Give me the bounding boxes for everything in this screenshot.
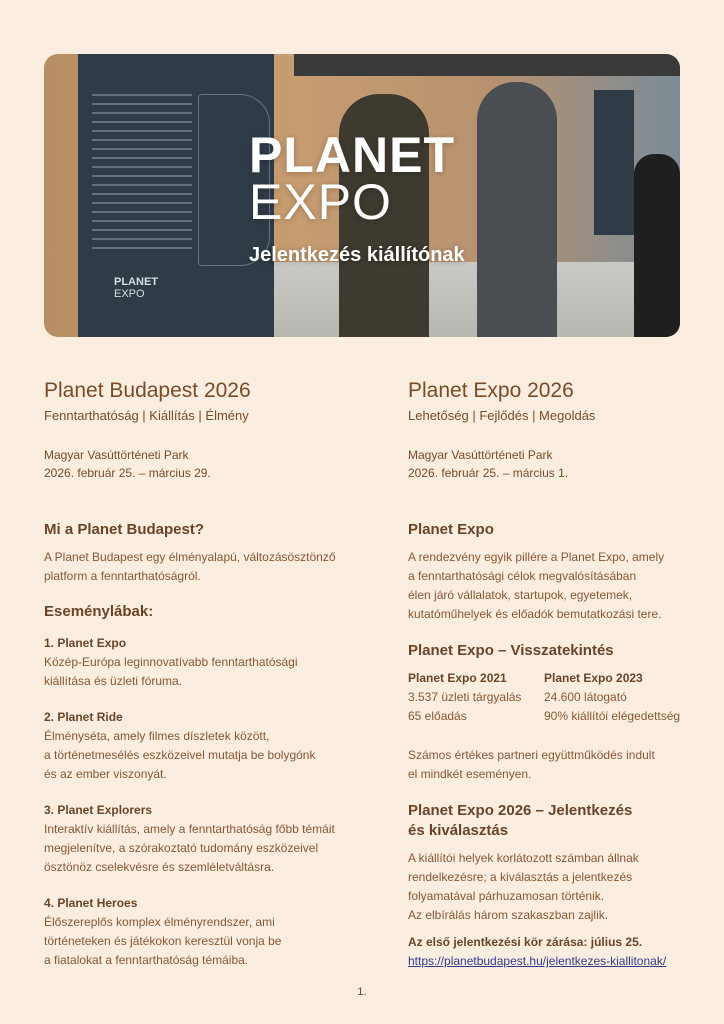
partner-note: Számos értékes partneri együttműködés indult el mindkét eseményen. [408,748,655,781]
section-heading: Eseménylábak: [44,603,154,620]
section-heading: Planet Expo 2026 – Jelentkezés és kiválasztás [408,802,633,839]
hero-subtitle: Jelentkezés kiállítónak [249,244,465,266]
application-link[interactable]: https://planetbudapest.hu/jelentkezes-kiallitonak/ [408,954,667,968]
planet-expo-logo: PLANET EXPO [249,127,455,230]
pillar-item: 2. Planet Ride Élményséta, amely filmes díszletek között, a történetmesélés eszközeivel mutatja be bolygónk és az ember viszonyát. [44,710,316,781]
left-column [44,378,344,967]
pillar-item: 4. Planet Heroes Élőszereplős komplex élményrendszer, ami történeteken és játékokon keresztül vonja be a fiatalokat a fenntarthatóság témáiba. [44,896,282,967]
event-tags: Fenntarthatóság | Kiállítás | Élmény [44,408,249,423]
pillars-section [44,602,344,622]
stats-2021: Planet Expo 2021 3.537 üzleti tárgyalás 65 előadás [408,671,522,723]
page-number: 1. [357,986,367,998]
deadline-text: Az első jelentkezési kör zárása: július 25. [408,935,643,949]
section-heading: Planet Expo [408,521,494,538]
retrospective-section [408,641,698,729]
application-section: Planet Expo 2026 – Jelentkezés és kiválasztás A kiállítói helyek korlátozott számban állnak rendelkezésre; a kiválasztás a jelentkezés folyamatával párhuzamosan történik. Az elbírálás három szakaszban zajlik. Az első jelentkezési kör zárása: július 25. https://planetbudapest.hu/jelentkezes-kiallitonak/ [408,801,698,971]
visitor-figure [477,82,557,337]
panel-text-lines [92,94,192,254]
section-heading: Planet Expo – Visszatekintés [408,642,614,659]
event-title: Planet Budapest 2026 [44,379,251,402]
pillar-item: 3. Planet Explorers Interaktív kiállítás, amely a fenntarthatóság főbb témáit megjelenítve, a szórakoztató tudomány eszközeivel ösztönöz cselekvésre és szemléletváltásra. [44,803,335,874]
event-venue: Magyar Vasúttörténeti Park 2026. február 25. – március 1. [408,448,569,480]
hall-floor [244,262,680,337]
event-venue: Magyar Vasúttörténeti Park 2026. február 25. – március 29. [44,448,211,480]
exhibition-panel [78,54,274,337]
event-tags: Lehetőség | Fejlődés | Megoldás [408,408,596,423]
hall-ceiling [294,54,680,76]
panel-mini-logo: PLANET EXPO [114,276,158,300]
expo-section: Planet Expo A rendezvény egyik pillére a Planet Expo, amely a fenntarthatósági célok megvalósításában élen járó vállalatok, startupok, egyetemek, kutatóműhelyek és előadók bemutatkozási tere. [408,520,698,624]
section-heading: Mi a Planet Budapest? [44,521,205,538]
about-section: Mi a Planet Budapest? A Planet Budapest egy élményalapú, változásösztönző platform a fenntarthatóságról. [44,520,344,586]
exhibition-panel-right [594,90,634,235]
stats-2023: Planet Expo 2023 24.600 látogató 90% kiállítói elégedettség [544,671,681,723]
event-title: Planet Expo 2026 [408,379,574,402]
visitor-figure [634,154,680,337]
right-column [408,378,698,968]
hero-image [44,54,680,337]
pillar-item: 1. Planet Expo Közép-Európa leginnovatívabb fenntarthatósági kiállítása és üzleti fóruma. [44,636,298,688]
